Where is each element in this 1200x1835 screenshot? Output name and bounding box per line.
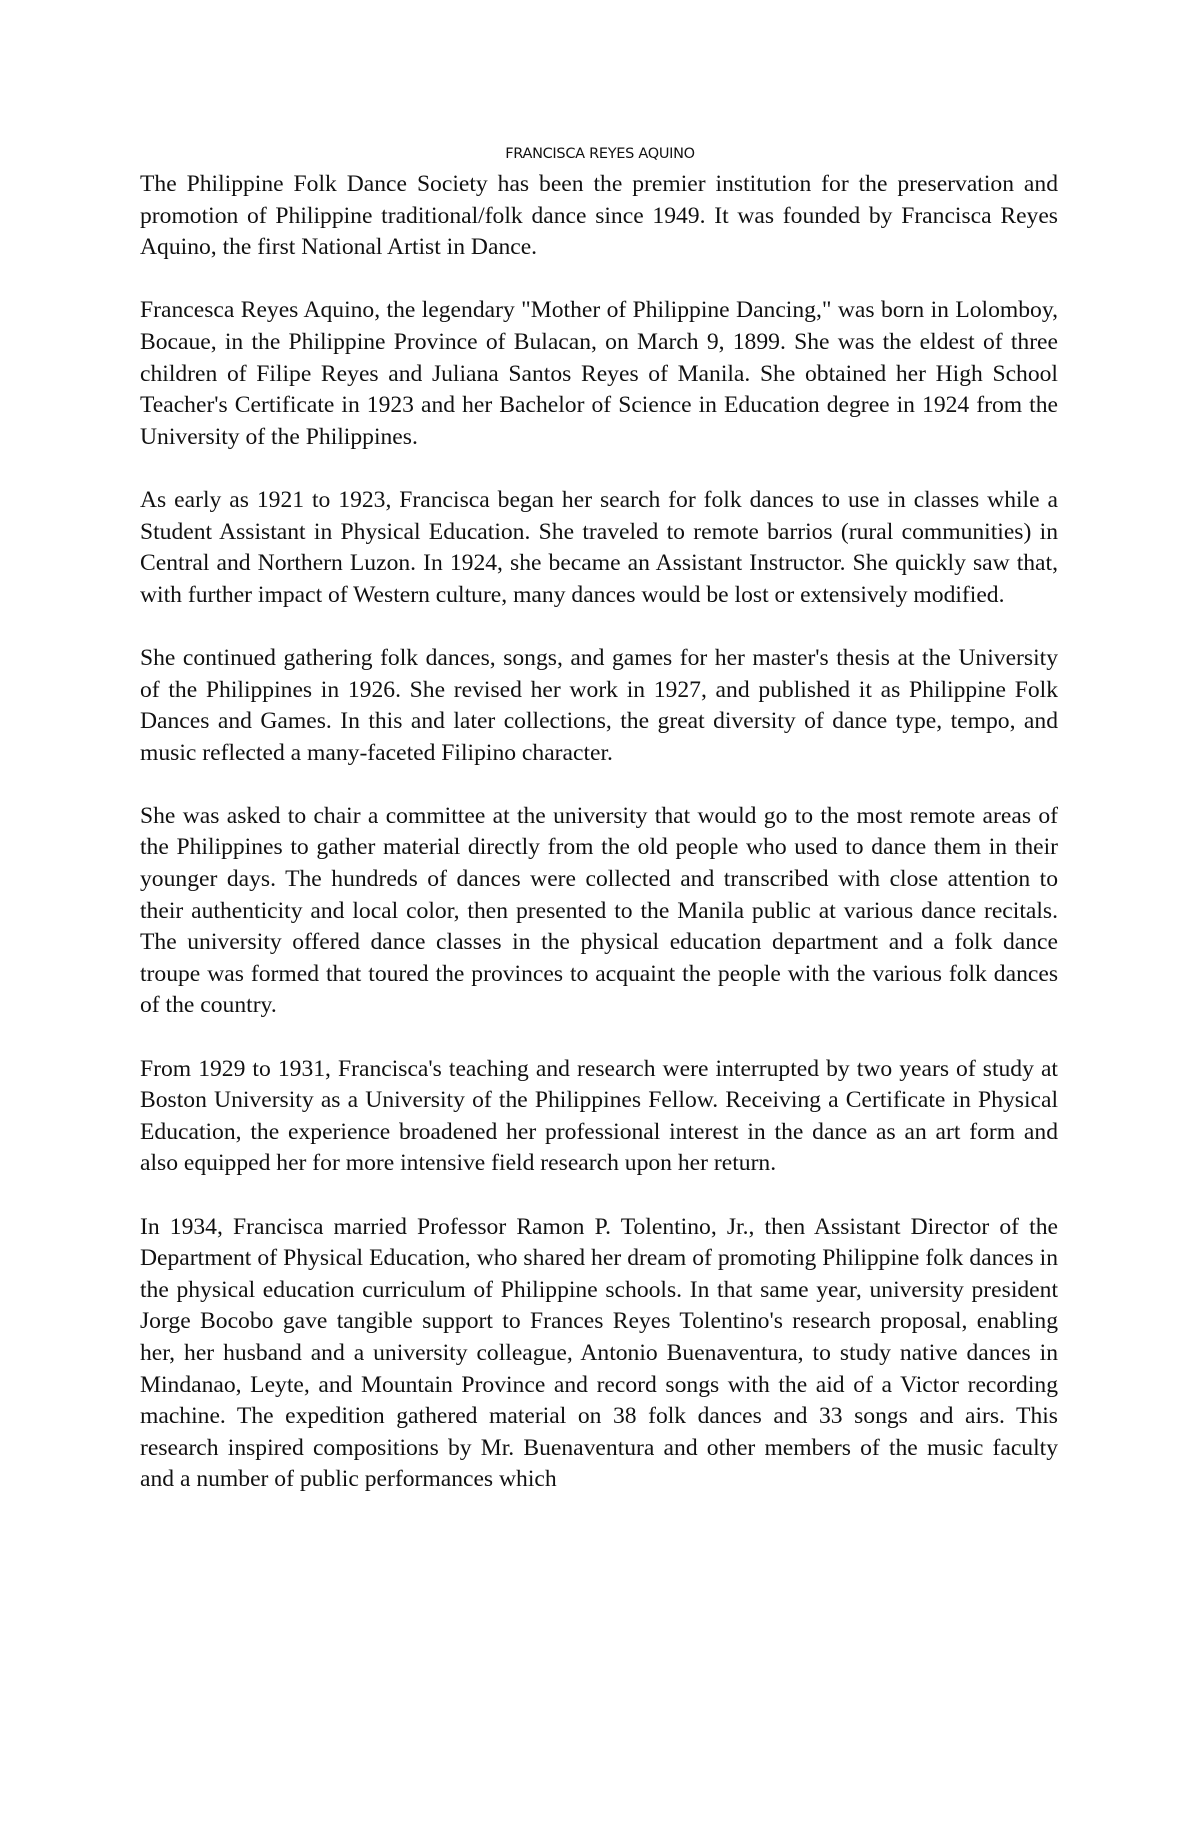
page-header: FRANCISCA REYES AQUINO xyxy=(505,146,695,162)
paragraph-boston-study: From 1929 to 1931, Francisca's teaching and research were interrupted by two years of study at Boston University as a University of the Philippines Fellow. Receiving a Certificate in Physical Education, the experience broadened her professional interest in the dance as an art form and also equipped her for more intensive field research upon her return. xyxy=(140,1055,1058,1177)
paragraph-society-intro: The Philippine Folk Dance Society has been the premier institution for the preservation and promotion of Philippine traditional/folk dance since 1949. It was founded by Francisca Reyes Aquino, the first National Artist in Dance. xyxy=(140,171,1058,261)
paragraph-early-research: As early as 1921 to 1923, Francisca began her search for folk dances to use in classes while a Student Assistant in Physical Education. She traveled to remote barrios (rural communities) in Central and Northern Luzon. In 1924, she became an Assistant Instructor. She quickly saw that, with further impact of Western culture, many dances would be lost or extensively modified. xyxy=(140,486,1058,608)
paragraph-marriage-expedition: In 1934, Francisca married Professor Ramon P. Tolentino, Jr., then Assistant Director of the Department of Physical Education, who shared her dream of promoting Philippine folk dances in the physical education curriculum of Philippine schools. In that same year, university president Jorge Bocobo gave tangible support to Frances Reyes Tolentino's research proposal, enabling her, her husband and a university colleague, Antonio Buenaventura, to study native dances in Mindanao, Leyte, and Mountain Province and record songs with the aid of a Victor recording machine. The expedition gathered material on 38 folk dances and 33 songs and airs. This research inspired compositions by Mr. Buenaventura and other members of the music faculty and a number of public performances which xyxy=(140,1213,1058,1493)
paragraph-committee: She was asked to chair a committee at the university that would go to the most remote areas of the Philippines to gather material directly from the old people who used to dance them in their younger days. The hundreds of dances were collected and transcribed with close attention to their authenticity and local color, then presented to the Manila public at various dance recitals. The university offered dance classes in the physical education department and a folk dance troupe was formed that toured the provinces to acquaint the people with the various folk dances of the country. xyxy=(140,802,1058,1019)
document-body xyxy=(140,169,1058,1496)
paragraph-masters-thesis: She continued gathering folk dances, songs, and games for her master's thesis at the University of the Philippines in 1926. She revised her work in 1927, and published it as Philippine Folk Dances and Games. In this and later collections, the great diversity of dance type, tempo, and music reflected a many-faceted Filipino character. xyxy=(140,644,1058,766)
paragraph-biography: Francesca Reyes Aquino, the legendary "Mother of Philippine Dancing," was born in Lolomboy, Bocaue, in the Philippine Province of Bulacan, on March 9, 1899. She was the eldest of three children of Filipe Reyes and Juliana Santos Reyes of Manila. She obtained her High School Teacher's Certificate in 1923 and her Bachelor of Science in Education degree in 1924 from the University of the Philippines. xyxy=(140,297,1058,450)
